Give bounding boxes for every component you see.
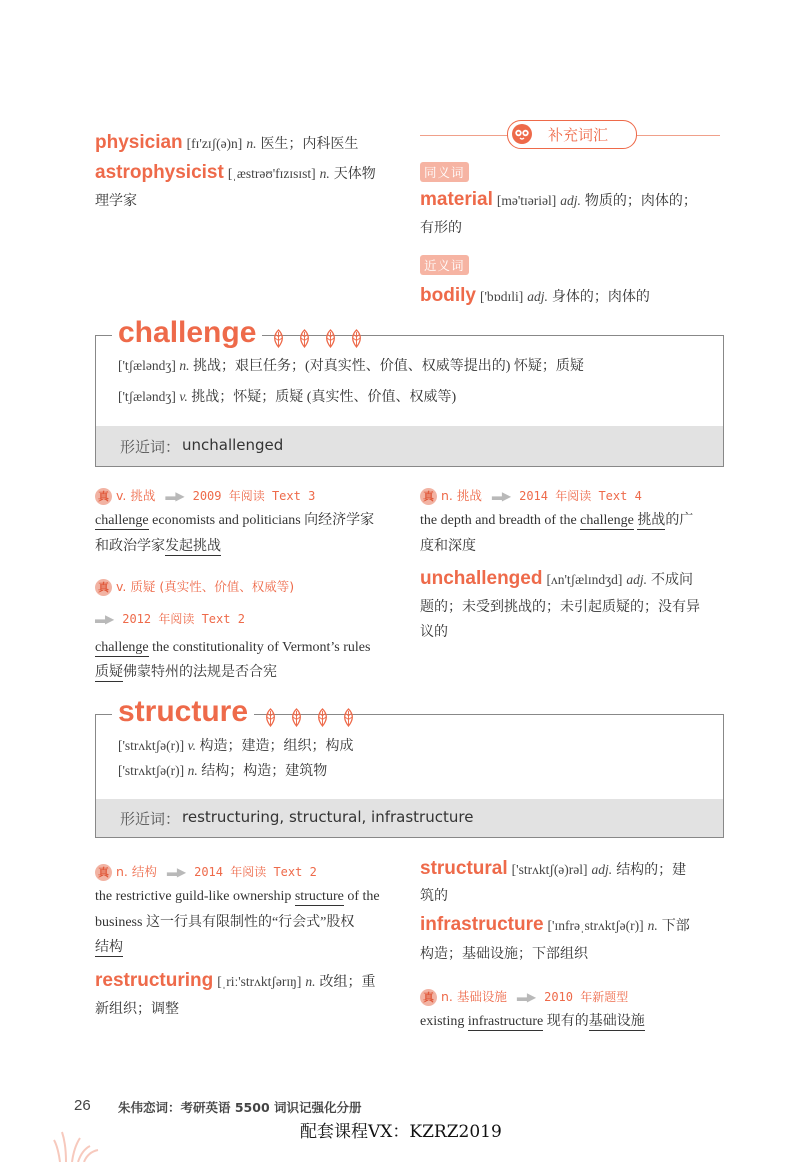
pronunciation: ['strʌktʃə(r)] xyxy=(118,738,185,753)
arrow-icon: ▬▶ xyxy=(166,864,185,879)
part-of-speech: n. xyxy=(305,974,316,989)
exam-tag: n. 基础设施 xyxy=(441,989,507,1004)
example-sentence xyxy=(95,508,405,533)
example-en: economists and politicians xyxy=(148,513,305,528)
entry-physician xyxy=(95,132,358,157)
example-sentence xyxy=(95,884,415,909)
pronunciation: ['ɪnfrəˌstrʌktʃə(r)] xyxy=(547,918,644,933)
headword: bodily xyxy=(420,285,476,306)
supplement-heading xyxy=(507,120,637,149)
entry-astrophysicist xyxy=(95,162,405,187)
arrow-icon: ▬▶ xyxy=(516,989,535,1004)
similar-words-bar xyxy=(96,426,723,466)
pronunciation: ['strʌktʃə(r)] xyxy=(118,763,185,778)
near-synonym-tag-label: 近义词 xyxy=(420,255,469,275)
big-headword: structure xyxy=(112,695,254,728)
similar-words-value: restructuring, structural, infrastructure xyxy=(182,808,474,826)
highlighted-word: 基础设施 xyxy=(588,1014,645,1029)
pronunciation: [mə'tɪəriəl] xyxy=(496,193,557,208)
entry-restructuring xyxy=(95,970,415,995)
example-en: the depth and breadth of the xyxy=(420,513,581,528)
example-sentence xyxy=(420,508,730,533)
example-zh: 向经济学家 xyxy=(304,513,375,528)
synonym-tag-label: 同义词 xyxy=(420,162,469,182)
definition-continued: 题的；未受到挑战的；未引起质疑的；没有异 xyxy=(420,600,700,615)
definition-continued: 筑的 xyxy=(420,889,448,904)
leaf-icon xyxy=(287,708,306,727)
definition-continued: 议的 xyxy=(420,625,448,640)
definition: 构造；建造；组织；构成 xyxy=(199,739,354,754)
difficulty-leaves xyxy=(258,708,358,725)
exam-tag-line xyxy=(95,862,317,881)
pronunciation: ['bɒdɪli] xyxy=(479,289,524,304)
leaf-icon xyxy=(339,708,358,727)
similar-words-bar xyxy=(96,799,723,837)
arrow-icon: ▬▶ xyxy=(165,488,183,503)
definition: 身体的；肉体的 xyxy=(551,290,650,305)
definition-continued: 新组织；调整 xyxy=(95,1002,179,1017)
exam-badge-icon: 真 xyxy=(95,864,112,881)
highlighted-word: 发起挑战 xyxy=(165,539,221,554)
similar-words-label: 形近词： xyxy=(120,438,181,456)
exam-tag-line xyxy=(420,486,642,505)
exam-tag-line xyxy=(420,987,628,1006)
leaf-icon xyxy=(261,708,280,727)
example-zh: 的广 xyxy=(665,513,694,528)
supplement-heading-label: 补充词汇 xyxy=(548,126,609,144)
exam-badge-icon: 真 xyxy=(95,579,112,596)
definition: 结构；构造；建筑物 xyxy=(201,764,328,779)
exam-tag: v. 挑战 xyxy=(116,488,156,503)
exam-source: 2014 年阅读 Text 2 xyxy=(194,865,317,879)
structure-title xyxy=(112,695,358,729)
exam-source: 2010 年新题型 xyxy=(544,990,629,1004)
book-title: 朱伟恋词：考研英语 5500 词识记强化分册 xyxy=(118,1100,362,1115)
part-of-speech: n. xyxy=(187,763,198,778)
pronunciation: ['tʃæləndʒ] xyxy=(118,358,176,373)
near-synonym-tag xyxy=(420,255,469,275)
challenge-title xyxy=(112,316,366,350)
exam-badge-icon: 真 xyxy=(420,488,437,505)
highlighted-word: structure xyxy=(294,889,344,904)
entry-material xyxy=(420,189,730,214)
grass-decoration-icon xyxy=(52,1122,112,1162)
example-zh: 现有的 xyxy=(543,1014,589,1029)
definition: 改组；重 xyxy=(319,975,376,990)
definition-continued: 有形的 xyxy=(420,221,462,236)
definition: 医生；内科医生 xyxy=(260,137,359,152)
example-zh: 和政治学家 xyxy=(95,539,165,554)
page-number: 26 xyxy=(74,1097,91,1114)
definition: 挑战；怀疑；质疑 (真实性、价值、权威等) xyxy=(191,390,457,405)
exam-source-line xyxy=(95,610,245,628)
definition-continued: 构造；基础设施；下部组织 xyxy=(420,947,588,962)
part-of-speech: adj. xyxy=(626,572,648,587)
highlighted-word: 质疑 xyxy=(95,665,123,680)
exam-badge-icon: 真 xyxy=(95,488,112,505)
example-sentence xyxy=(95,635,415,660)
example-en: the constitutionality of Vermont’s rules xyxy=(148,640,371,655)
part-of-speech: adj. xyxy=(560,193,581,208)
highlighted-word: challenge xyxy=(580,513,634,528)
similar-words-label: 形近词： xyxy=(120,810,181,828)
example-en: of the xyxy=(343,889,380,904)
example-en: the restrictive guild-like ownership xyxy=(95,889,295,904)
example-sentence-line2 xyxy=(95,910,415,935)
example-zh: 佛蒙特州的法规是否合宪 xyxy=(123,665,277,680)
part-of-speech: n. xyxy=(319,166,330,181)
part-of-speech: n. xyxy=(647,918,658,933)
example-translation xyxy=(95,534,221,559)
synonym-tag xyxy=(420,162,469,182)
leaf-icon xyxy=(321,329,340,348)
example-en: business xyxy=(95,915,146,930)
entry-bodily xyxy=(420,285,650,310)
headword: structural xyxy=(420,858,508,879)
part-of-speech: v. xyxy=(187,738,197,753)
pronunciation: [fɪ'zɪʃ(ə)n] xyxy=(186,136,243,151)
structure-sense-2 xyxy=(118,758,327,784)
part-of-speech: adj. xyxy=(591,862,613,877)
exam-tag: n. 挑战 xyxy=(441,488,482,503)
part-of-speech: n. xyxy=(246,136,257,151)
highlighted-word: challenge xyxy=(95,513,149,528)
watermark-text: 配套课程VX：KZRZ2019 xyxy=(300,1122,502,1142)
example-en: existing xyxy=(420,1014,468,1029)
owl-icon xyxy=(511,123,533,145)
challenge-sense-2 xyxy=(118,384,456,410)
challenge-sense-1 xyxy=(118,353,584,379)
big-headword: challenge xyxy=(112,316,262,349)
leaf-icon xyxy=(347,329,366,348)
entry-infrastructure xyxy=(420,914,740,939)
exam-tag-line xyxy=(95,486,315,505)
arrow-icon: ▬▶ xyxy=(95,611,113,626)
arrow-icon: ▬▶ xyxy=(491,488,510,503)
example-translation xyxy=(95,935,123,960)
difficulty-leaves xyxy=(266,329,366,346)
definition-continued: 理学家 xyxy=(95,194,137,209)
leaf-icon xyxy=(313,708,332,727)
pronunciation: [ˌriː'strʌktʃərɪŋ] xyxy=(217,974,302,989)
definition: 结构的；建 xyxy=(616,863,687,878)
exam-source: 2014 年阅读 Text 4 xyxy=(519,489,642,503)
part-of-speech: adj. xyxy=(527,289,548,304)
similar-words-value: unchallenged xyxy=(182,436,284,454)
leaf-icon xyxy=(295,329,314,348)
headword: unchallenged xyxy=(420,568,543,589)
pronunciation: ['tʃæləndʒ] xyxy=(118,389,176,404)
pronunciation: [ʌn'tʃælɪndʒd] xyxy=(546,572,623,587)
definition: 物质的；肉体的； xyxy=(584,194,697,209)
definition: 挑战；艰巨任务；(对真实性、价值、权威等提出的) 怀疑；质疑 xyxy=(193,359,584,374)
highlighted-word: challenge xyxy=(95,640,149,655)
structure-sense-1 xyxy=(118,733,354,759)
highlighted-word: 结构 xyxy=(95,940,123,955)
headword: restructuring xyxy=(95,970,214,991)
exam-badge-icon: 真 xyxy=(420,989,437,1006)
example-translation xyxy=(95,660,277,685)
entry-structural xyxy=(420,858,730,883)
exam-tag-line xyxy=(95,577,294,596)
highlighted-word: 挑战 xyxy=(637,513,666,528)
entry-unchallenged xyxy=(420,568,730,593)
definition: 天体物 xyxy=(333,167,376,182)
part-of-speech: n. xyxy=(179,358,190,373)
exam-source: 2009 年阅读 Text 3 xyxy=(192,489,316,503)
exam-source: 2012 年阅读 Text 2 xyxy=(122,612,245,626)
exam-tag: v. 质疑 (真实性、价值、权威等) xyxy=(116,579,295,594)
pronunciation: [ˌæstrəʊ'fɪzɪsɪst] xyxy=(227,166,316,181)
headword: astrophysicist xyxy=(95,162,224,183)
highlighted-word: infrastructure xyxy=(467,1014,544,1029)
headword: infrastructure xyxy=(420,914,544,935)
headword: physician xyxy=(95,132,183,153)
exam-tag: n. 结构 xyxy=(116,864,157,879)
definition: 不成问 xyxy=(651,573,694,588)
example-translation: 度和深度 xyxy=(420,539,476,554)
definition: 下部 xyxy=(661,919,690,934)
pronunciation: ['strʌktʃ(ə)rəl] xyxy=(511,862,588,877)
part-of-speech: v. xyxy=(179,389,188,404)
example-zh: 这一行具有限制性的“行会式”股权 xyxy=(145,915,355,930)
example-sentence xyxy=(420,1009,645,1034)
headword: material xyxy=(420,189,493,210)
leaf-icon xyxy=(269,329,288,348)
